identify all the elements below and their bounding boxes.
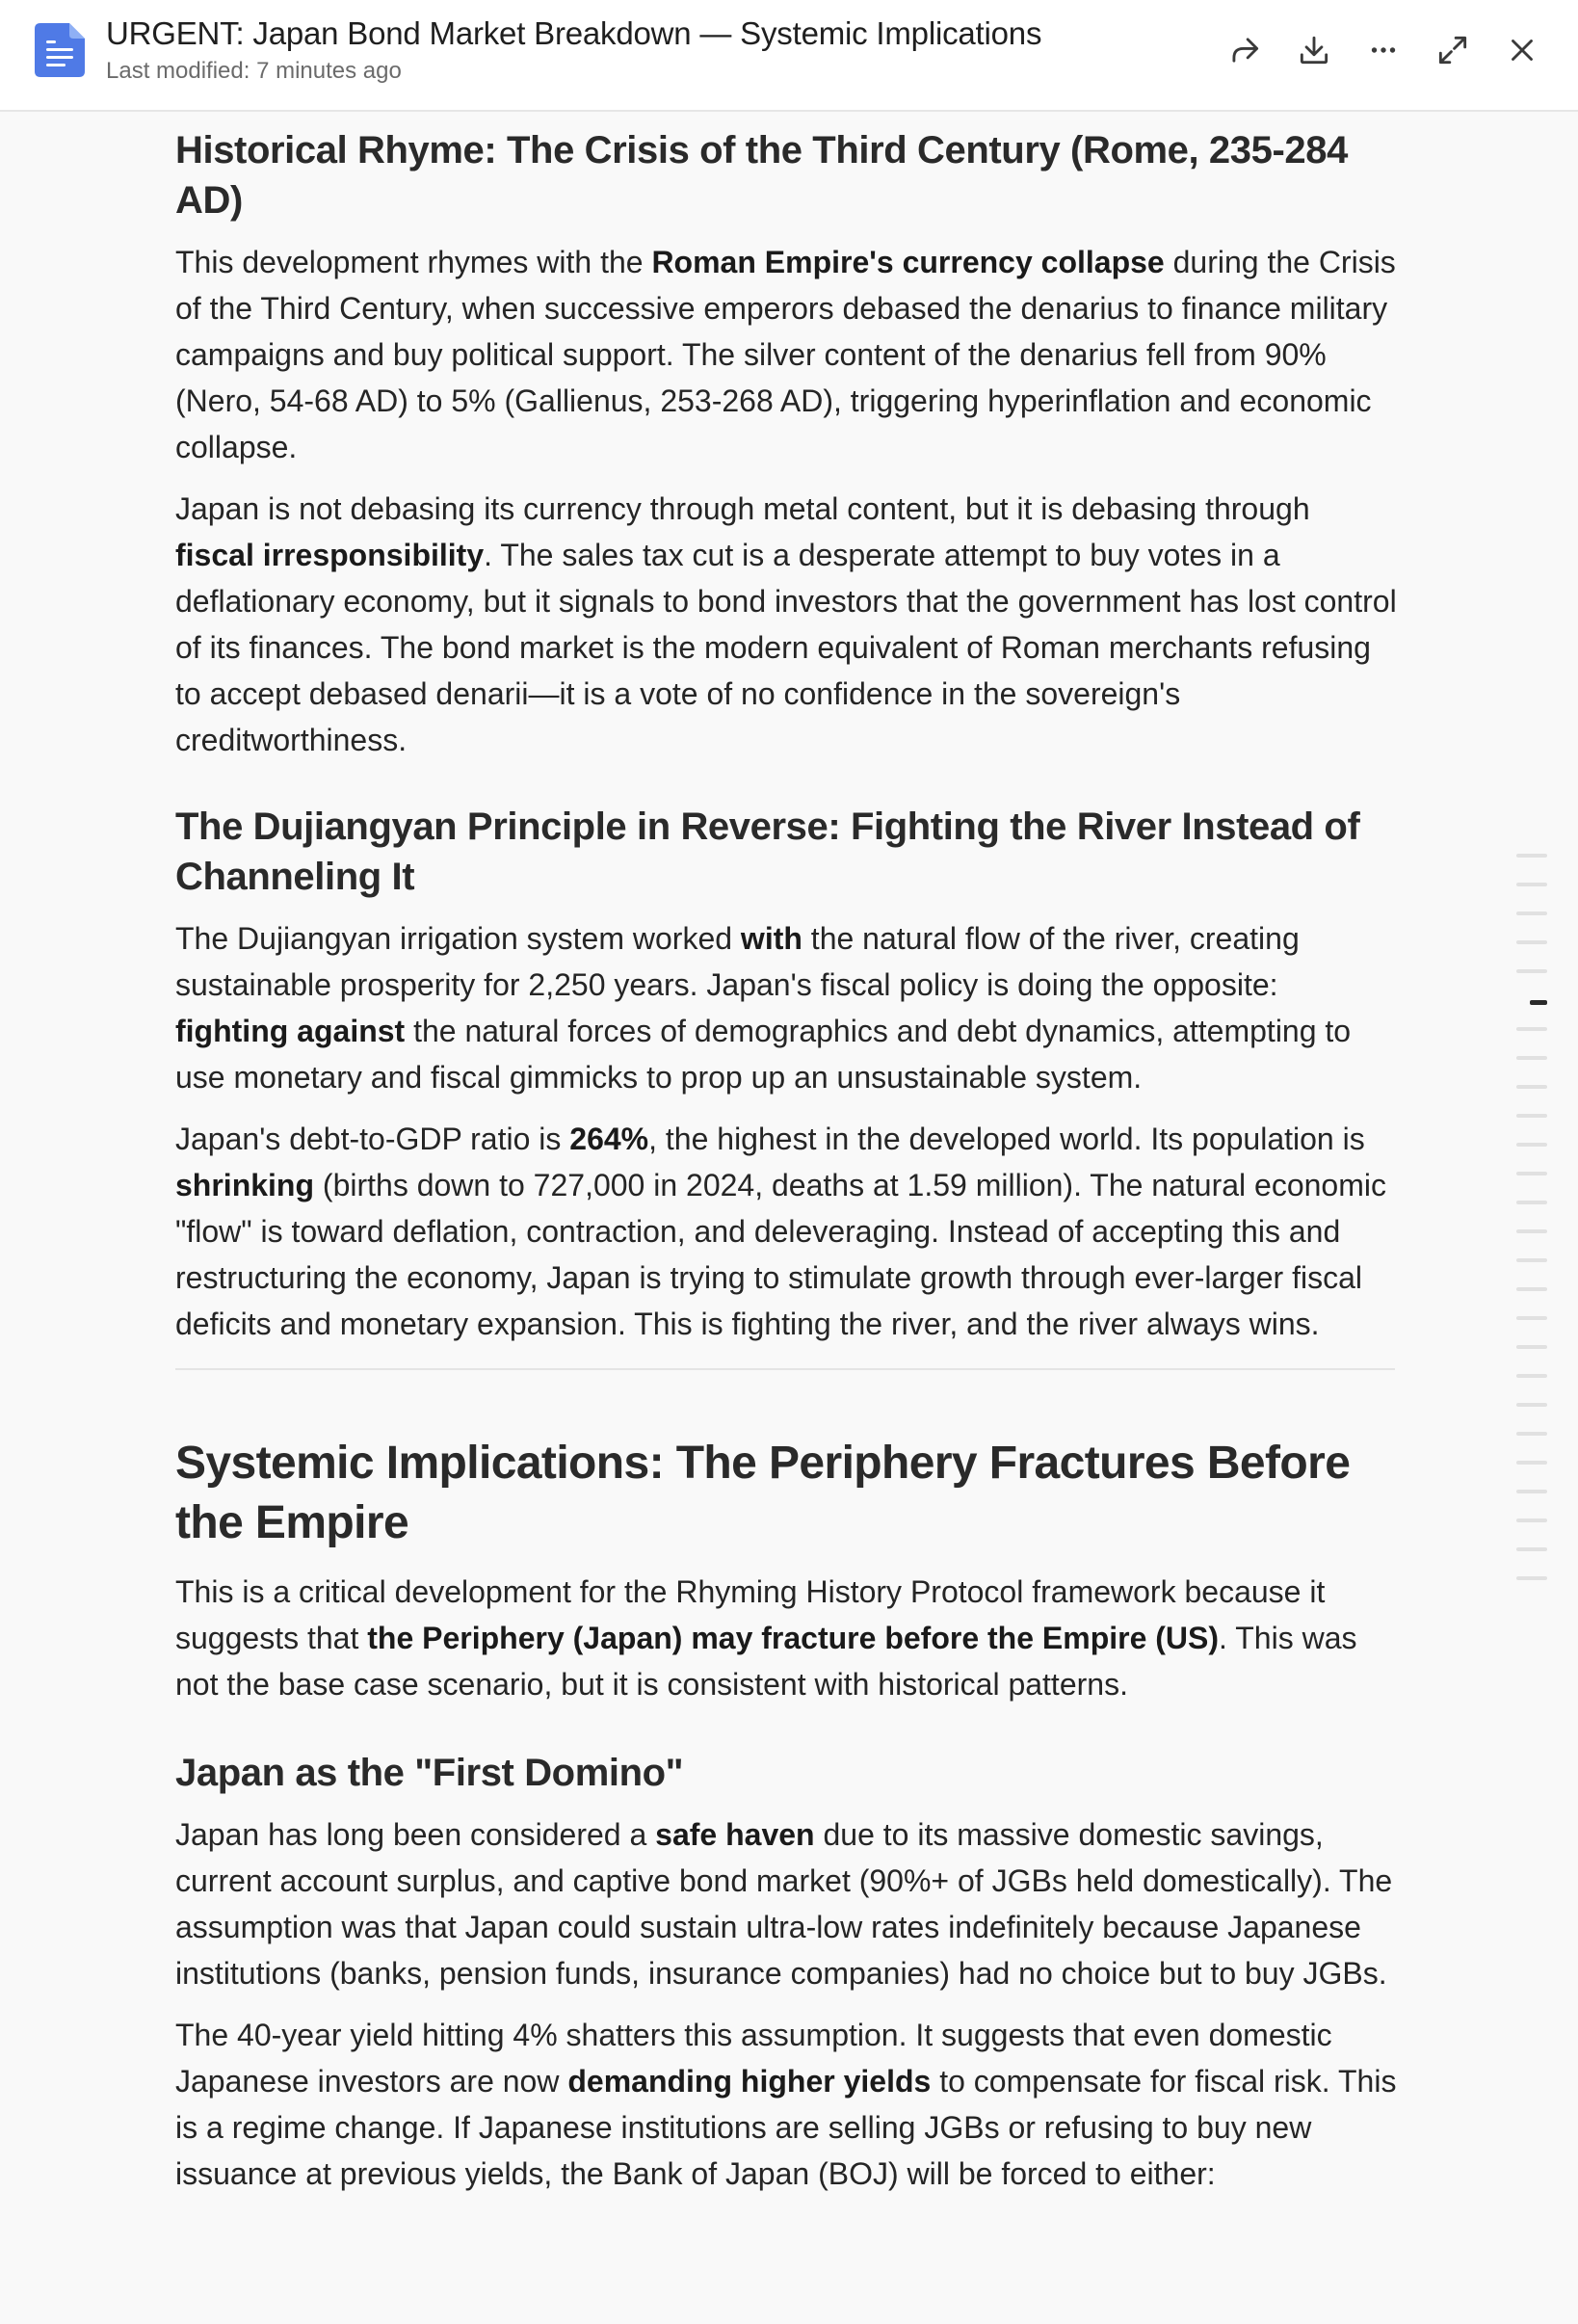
minimap-tick[interactable]: [1516, 1403, 1547, 1407]
paragraph: This development rhymes with the Roman Empire's currency collapse during the Crisis of the Third Century, when successive emperors debased the denarius to finance military campaigns and buy political support. The silver content of the denarius fell from 90% (Nero, 54-68 AD) to 5% (Gallienus, 253-268 AD), triggering hyperinflation and economic collapse.: [175, 245, 1396, 464]
minimap-tick[interactable]: [1516, 1143, 1547, 1147]
minimap-tick[interactable]: [1516, 1229, 1547, 1233]
minimap-tick[interactable]: [1516, 969, 1547, 973]
section-heading-systemic: Systemic Implications: The Periphery Fractures Before the Empire: [175, 1438, 1351, 1548]
minimap-tick[interactable]: [1516, 1345, 1547, 1349]
minimap-tick[interactable]: [1516, 1085, 1547, 1089]
minimap-tick[interactable]: [1516, 940, 1547, 944]
minimap-tick[interactable]: [1516, 1432, 1547, 1436]
paragraph: Japan has long been considered a safe haven due to its massive domestic savings, current account surplus, and captive bond market (90%+ of JGBs held domestically). The assumption was that Japan could sustain ultra-low rates indefinitely because Japanese institutions (banks, pension funds, insurance companies) had no choice but to buy JGBs.: [175, 1817, 1393, 1991]
paragraph: Japan is not debasing its currency through metal content, but it is debasing through fiscal irresponsibility. The sales tax cut is a desperate attempt to buy votes in a deflationary economy, but it signals to bond investors that the government has lost control of its finances. The bond market is the modern equivalent of Roman merchants refusing to accept debased denarii—it is a vote of no confidence in the sovereign's creditworthiness.: [175, 491, 1397, 757]
section-heading-dujiangyan: The Dujiangyan Principle in Reverse: Fighting the River Instead of Channeling It: [175, 805, 1360, 898]
section-divider: [175, 1368, 1395, 1370]
minimap-tick[interactable]: [1516, 1201, 1547, 1204]
document-title: URGENT: Japan Bond Market Breakdown — Systemic Implications: [106, 15, 1042, 51]
minimap-tick[interactable]: [1516, 1490, 1547, 1493]
minimap-tick-current[interactable]: [1530, 1000, 1547, 1005]
section-heading-rome: Historical Rhyme: The Crisis of the Third Century (Rome, 235-284 AD): [175, 129, 1348, 222]
expand-button[interactable]: [1430, 27, 1476, 73]
minimap-tick[interactable]: [1516, 1576, 1547, 1580]
minimap-tick[interactable]: [1516, 1258, 1547, 1262]
close-icon: [1504, 32, 1540, 68]
more-options-button[interactable]: [1360, 27, 1407, 73]
minimap-tick[interactable]: [1516, 1114, 1547, 1118]
minimap-tick[interactable]: [1516, 1287, 1547, 1291]
minimap-tick[interactable]: [1516, 911, 1547, 915]
minimap-tick[interactable]: [1516, 1547, 1547, 1551]
expand-icon: [1434, 32, 1471, 68]
section-heading-domino: Japan as the "First Domino": [175, 1752, 684, 1794]
minimap-tick[interactable]: [1516, 1461, 1547, 1465]
close-button[interactable]: [1499, 27, 1545, 73]
share-button[interactable]: [1222, 27, 1268, 73]
download-button[interactable]: [1291, 27, 1337, 73]
paragraph: Japan's debt-to-GDP ratio is 264%, the highest in the developed world. Its population is shrinking (births down to 727,000 in 2024, deaths at 1.59 million). The natural economic "flow" is toward deflation, contraction, and deleveraging. Instead of accepting this and restructuring the economy, Japan is trying to stimulate growth through ever-larger fiscal deficits and monetary expansion. This is fighting the river, and the river always wins.: [175, 1122, 1386, 1341]
minimap-tick[interactable]: [1516, 1027, 1547, 1031]
paragraph: The Dujiangyan irrigation system worked with the natural flow of the river, creating sustainable prosperity for 2,250 years. Japan's fiscal policy is doing the opposite: fighting against the natural forces of demographics and debt dynamics, attempting to use monetary and fiscal gimmicks to prop up an unsustainable system.: [175, 921, 1352, 1095]
paragraph: This is a critical development for the Rhyming History Protocol framework because it suggests that the Periphery (Japan) may fracture before the Empire (US). This was not the base case scenario, but it is consistent with historical patterns.: [175, 1574, 1357, 1702]
document-icon: [35, 23, 85, 77]
minimap-tick[interactable]: [1516, 1519, 1547, 1522]
paragraph: The 40-year yield hitting 4% shatters this assumption. It suggests that even domestic Japanese investors are now demanding higher yields to compensate for fiscal risk. This is a regime change. If Japanese institutions are selling JGBs or refusing to buy new issuance at previous yields, the Bank of Japan (BOJ) will be forced to either:: [175, 2018, 1397, 2191]
share-icon: [1226, 32, 1263, 68]
last-modified-label: Last modified: 7 minutes ago: [106, 58, 402, 84]
minimap-tick[interactable]: [1516, 1172, 1547, 1175]
minimap-tick[interactable]: [1516, 1056, 1547, 1060]
minimap-tick[interactable]: [1516, 854, 1547, 858]
document-body: [175, 112, 1397, 2197]
minimap-tick[interactable]: [1516, 1374, 1547, 1378]
title-bar: [0, 0, 1578, 112]
minimap-tick[interactable]: [1516, 1316, 1547, 1320]
download-icon: [1296, 32, 1332, 68]
minimap-tick[interactable]: [1516, 883, 1547, 886]
more-icon: [1365, 32, 1402, 68]
